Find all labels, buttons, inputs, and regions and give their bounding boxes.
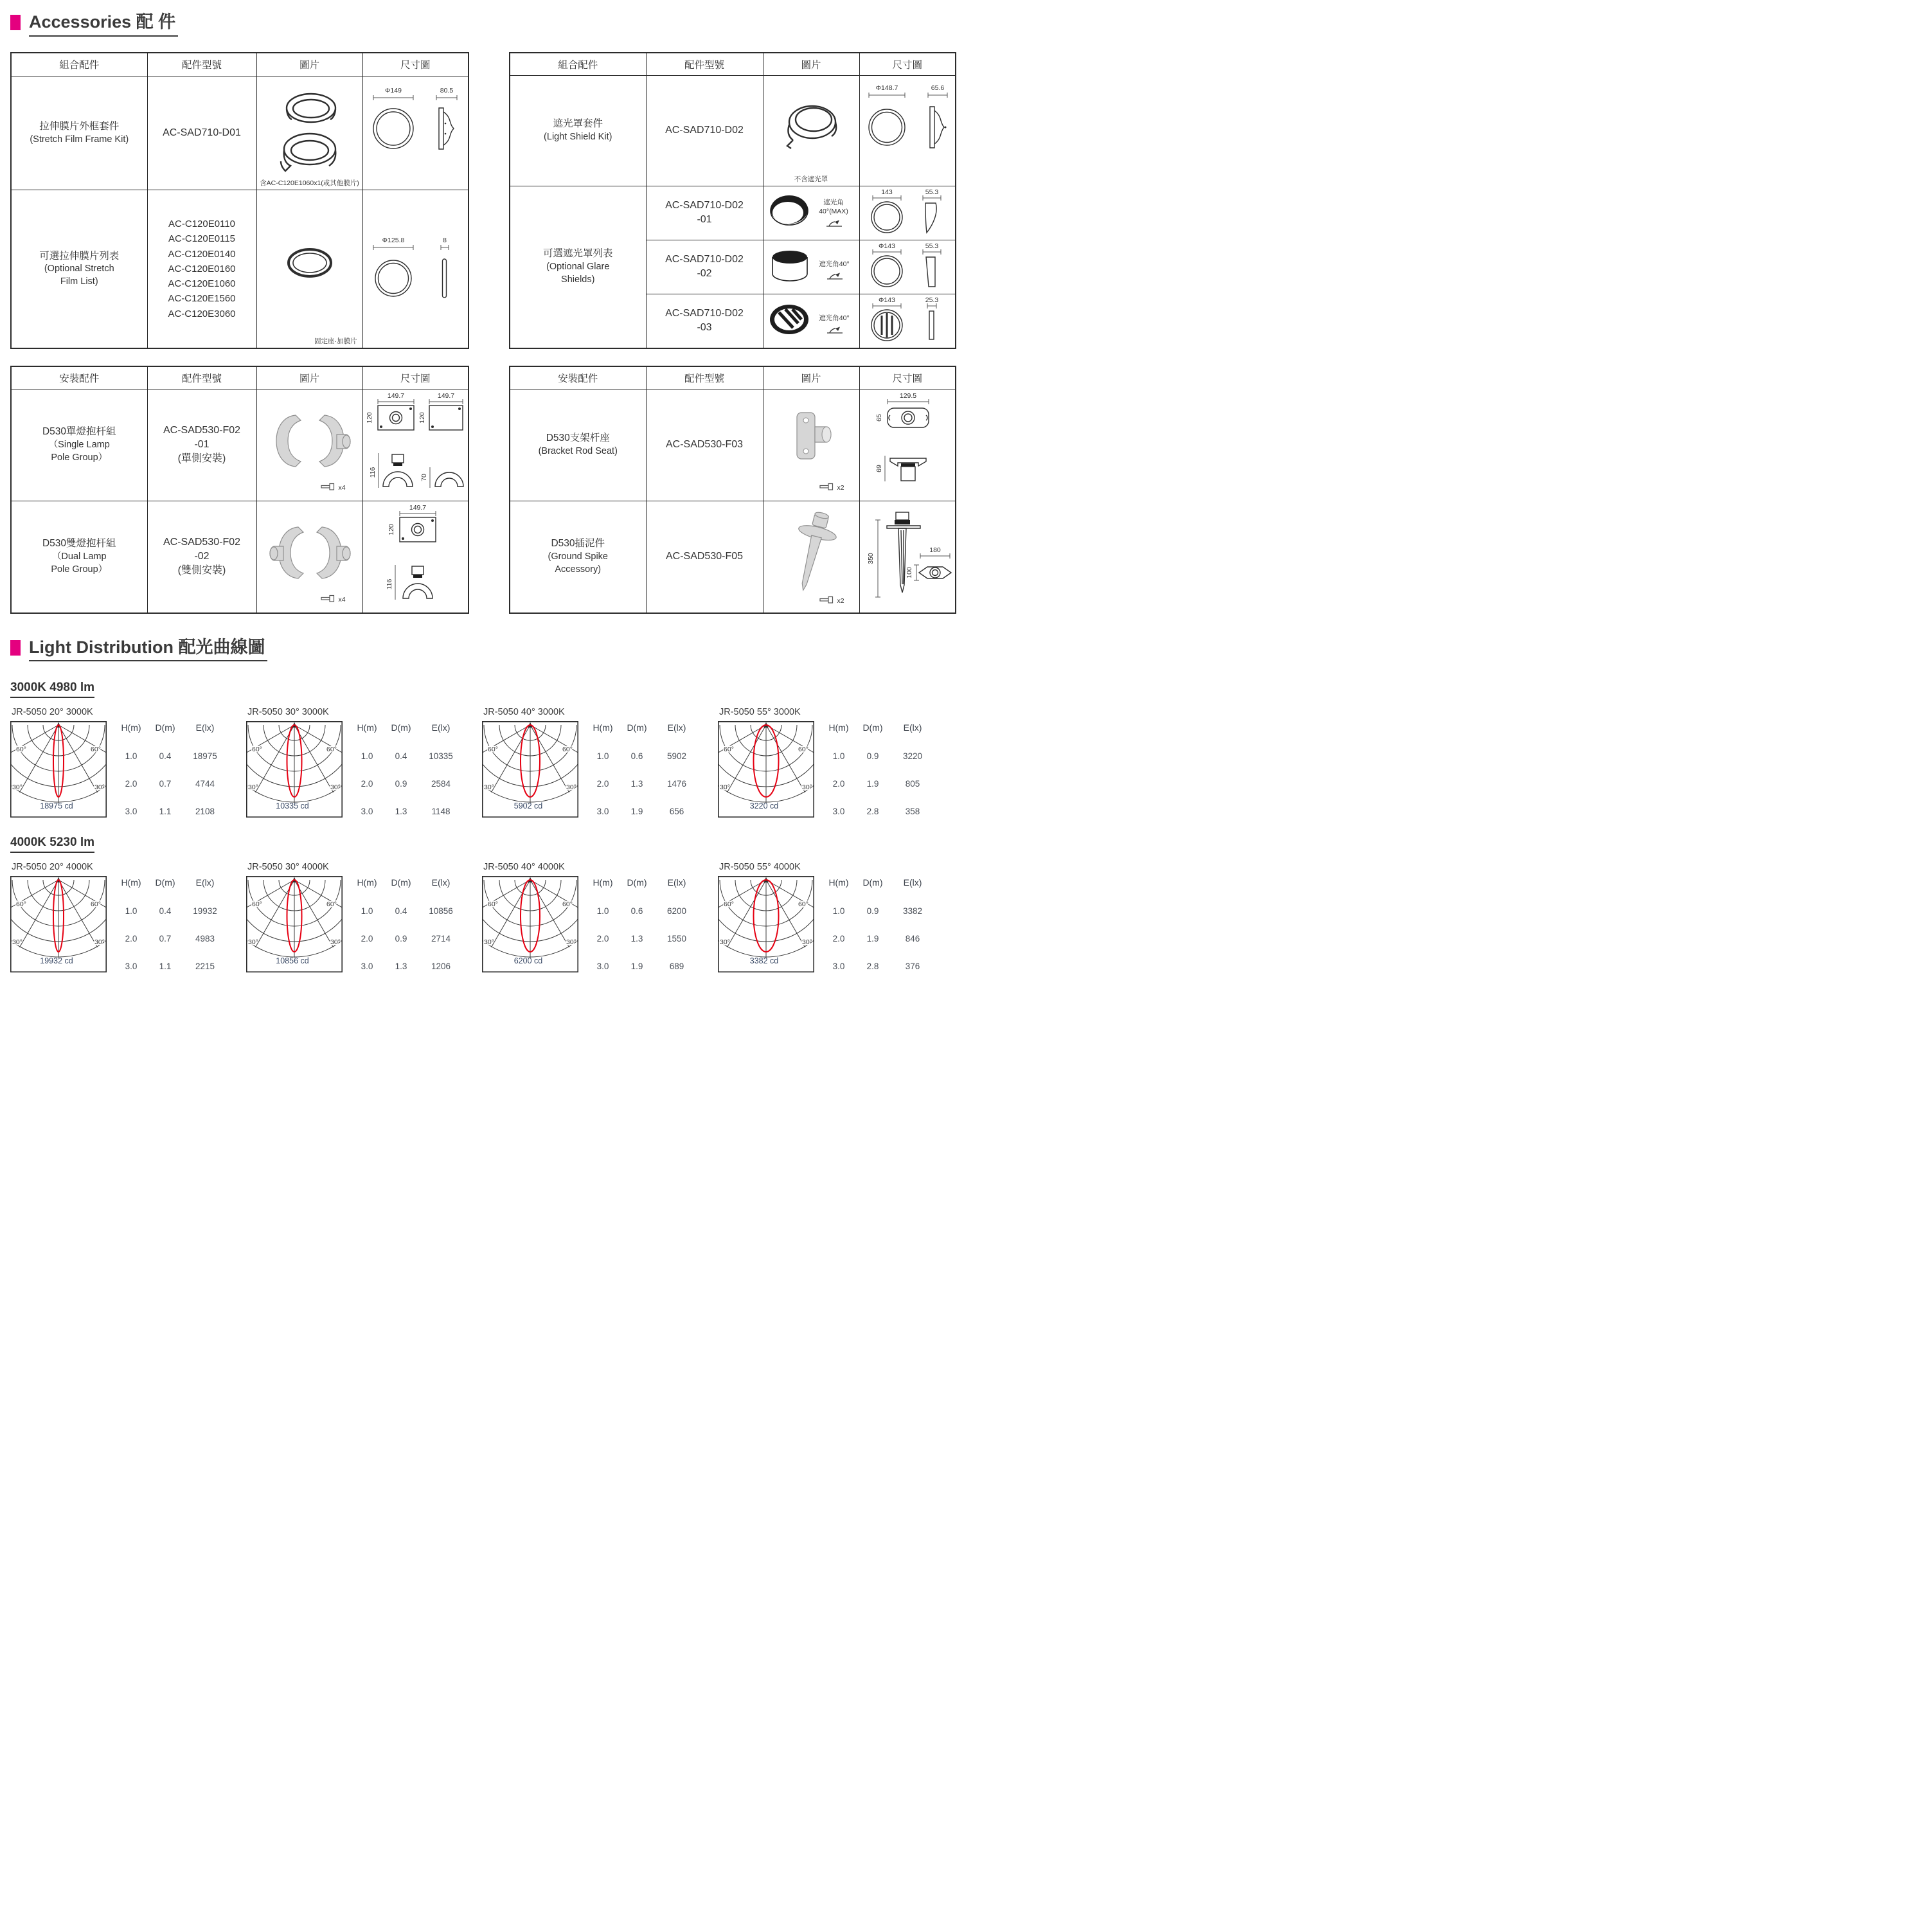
ground-spike-icon [763,501,860,609]
accessory-picture [256,190,362,348]
dim-depth-label: 8 [442,237,447,245]
svg-text:30°: 30° [12,938,22,947]
table-header-row [510,366,956,389]
illuminance-table: H(m) D(m) E(lx) 1.0 0.4 10335 2.0 0.9 2584 3.0 1.3 1148 [357,722,453,817]
svg-text:60°: 60° [488,746,498,754]
accessory-name-zh: D530單燈抱杆組 [42,426,116,438]
dim-diameter-label: Φ148.7 [875,84,898,92]
accessory-name-zh: D530支架杆座 [546,432,610,443]
col-header-install: 安裝配件 [11,366,147,389]
model-line: AC-SAD710-D02 [665,307,744,319]
svg-text:30°: 30° [720,783,730,792]
illuminance-table: H(m) D(m) E(lx) 1.0 0.9 3220 2.0 1.9 805 3.0 2.8 358 [828,722,923,817]
section-title [29,638,267,662]
polar-diagram [718,876,814,972]
model-suffix: -01 [194,438,210,450]
col-header-model: 配件型號 [646,53,763,76]
accessory-dimensions [362,501,469,613]
section-title-en: Accessories [29,12,132,31]
accessory-name [510,75,646,186]
accessory-model [646,294,763,348]
svg-text:30°: 30° [94,938,105,947]
illuminance-table: H(m) D(m) E(lx) 1.0 0.9 3382 2.0 1.9 846 3.0 2.8 376 [828,877,923,972]
model-suffix: -01 [697,214,712,226]
col-header-dimension: 尺寸圖 [859,53,956,76]
chart-title: JR-5050 55° 3000K [719,707,801,718]
svg-text:30°: 30° [566,783,576,792]
accessory-dimensions [859,294,956,348]
peak-candela-label: 19932 cd [40,956,73,966]
table-row [510,186,956,240]
peak-candela-label: 5902 cd [513,801,543,811]
dim-depth-label: 80.5 [440,86,453,94]
dim-label: 100 [905,566,913,578]
accessory-picture [763,75,859,186]
mount-note: (雙側安裝) [177,565,226,577]
dim-label: 129.5 [899,391,916,400]
picture-note: 含AC-C120E1060x1(或其他膜片) [260,179,359,188]
svg-text:30°: 30° [802,938,812,947]
dimension-diagram [860,389,956,497]
model-line: AC-SAD710-D02 [665,199,744,211]
model-item: AC-C120E3060 [168,308,236,319]
svg-text:30°: 30° [566,938,576,947]
shade-angle-note: 40°(MAX) [818,207,848,215]
dimension-diagram [860,186,956,237]
polar-diagram [482,876,578,972]
stretch-film-table [10,52,469,349]
dim-label: 120 [387,523,395,535]
dim-label: 149.7 [437,391,454,400]
illuminance-table: H(m) D(m) E(lx) 1.0 0.4 18975 2.0 0.7 4744 3.0 1.1 2108 [121,722,217,817]
accessory-dimensions [859,75,956,186]
illuminance-table: H(m) D(m) E(lx) 1.0 0.6 5902 2.0 1.3 1476 3.0 1.9 656 [593,722,687,817]
table-row [11,389,469,501]
section-light-distribution-header [10,638,954,662]
peak-candela-label: 3220 cd [749,801,779,811]
accessory-picture [763,240,859,294]
shade-angle-note: 遮光角40° [818,260,850,268]
accessory-name [11,389,147,501]
svg-text:60°: 60° [91,746,101,754]
col-header-picture: 圖片 [763,53,859,76]
accessory-name-en: (Light Shield Kit) [544,131,612,142]
dim-depth-label: 55.3 [925,188,938,196]
accessory-name-en: （Single Lamp [48,440,110,451]
accessory-name-en: (Optional Glare [546,262,610,273]
distribution-charts-4000k [10,862,954,972]
section-accessories-header [10,13,954,37]
model-suffix: -02 [697,268,712,280]
col-header-picture: 圖片 [256,53,362,76]
accessory-dimensions [859,501,956,613]
accessory-name [510,186,646,348]
rod-seat-spike-table [509,366,956,614]
dimension-diagram [363,200,469,335]
picture-note: 固定座·加膜片 [314,337,357,345]
dim-label: 149.7 [409,503,426,512]
peak-candela-label: 10335 cd [276,801,309,811]
accessory-dimensions [362,76,469,190]
section-title-zh: 配光曲線圖 [178,637,265,657]
polar-diagram [246,721,343,818]
accessory-name-en: Accessory) [555,564,602,575]
accessory-name-en: Pole Group） [51,564,108,575]
shield-kit-drawing-icon [765,82,858,179]
subsection-3000k: 3000K 4980 lm [10,681,94,698]
peak-candela-label: 6200 cd [513,956,543,966]
mounting-accessory-tables [10,366,954,614]
model-item: AC-C120E0140 [168,248,236,260]
chart-title: JR-5050 40° 4000K [483,862,565,873]
accessory-name-en: (Stretch Film Frame Kit) [30,134,129,145]
accessory-dimensions [859,186,956,240]
table-header-row [510,53,956,76]
polar-diagram [246,876,343,972]
glare-shield-02-icon [763,240,860,291]
accessory-name-zh: 拉伸膜片外框套件 [39,120,120,132]
light-shield-table [509,52,956,349]
table-row [11,190,469,348]
section-title [29,13,178,37]
accessory-name-zh: D530插泥件 [551,538,605,550]
col-header-model: 配件型號 [147,53,256,76]
dim-depth-label: 65.6 [931,84,944,92]
col-header-dimension: 尺寸圖 [859,366,956,389]
model-line: AC-SAD530-F02 [163,536,241,548]
dim-label: 120 [418,411,426,424]
table-header-row [11,53,469,76]
dimension-diagram [860,501,956,609]
angle-icon [827,326,843,333]
accessory-model: AC-SAD530-F03 [646,389,763,501]
accessory-name [510,389,646,501]
light-distribution-chart [10,707,246,818]
dim-diameter-label: Φ125.8 [382,237,404,245]
model-item: AC-C120E0110 [168,219,235,230]
section-marker-square [10,640,21,656]
model-item: AC-C120E1060 [168,278,236,290]
accessory-model [147,389,256,501]
dimension-diagram [860,81,956,177]
screw-count: x4 [337,483,346,492]
svg-text:60°: 60° [488,900,498,909]
light-distribution-chart [718,862,954,972]
section-title-en: Light Distribution [29,637,174,657]
svg-text:60°: 60° [798,900,808,909]
col-header-dimension: 尺寸圖 [362,53,469,76]
accessory-name-zh: 遮光罩套件 [553,118,603,129]
datasheet-page [0,0,964,998]
shade-angle-note: 遮光角40° [818,314,850,322]
svg-text:60°: 60° [252,746,262,754]
accessory-name-zh: D530雙燈抱杆組 [42,538,116,550]
svg-text:60°: 60° [798,746,808,754]
polar-diagram [718,721,814,818]
illuminance-table: H(m) D(m) E(lx) 1.0 0.6 6200 2.0 1.3 1550 3.0 1.9 689 [593,877,687,972]
svg-text:60°: 60° [91,900,101,909]
peak-candela-label: 18975 cd [40,801,73,811]
svg-text:60°: 60° [16,746,26,754]
accessory-name-en: (Ground Spike [548,551,608,562]
dim-label: 69 [875,464,883,472]
distribution-charts-3000k [10,707,954,818]
table-header-row [11,366,469,389]
dim-diameter-label: Φ149 [384,86,402,94]
glare-shield-01-icon [763,186,860,237]
illuminance-table: H(m) D(m) E(lx) 1.0 0.4 19932 2.0 0.7 4983 3.0 1.1 2215 [121,877,217,972]
svg-text:60°: 60° [16,900,26,909]
accessory-name-zh: 可選遮光罩列表 [542,248,613,260]
accessory-name-en: Film List) [60,276,98,287]
section-title-zh: 配 件 [136,12,176,31]
accessory-name [11,501,147,613]
accessory-name-en: Shields) [561,274,595,285]
model-line: AC-SAD710-D02 [665,253,744,265]
rod-seat-icon [763,389,860,497]
model-line: AC-SAD530-F02 [163,424,241,436]
svg-text:30°: 30° [484,938,494,947]
dim-label: 65 [875,413,883,422]
model-suffix: -03 [697,322,712,334]
model-item: AC-C120E0160 [168,263,236,274]
accessory-name [510,501,646,613]
dimension-diagram [363,501,469,609]
dim-diameter-label: Φ143 [878,242,895,250]
accessory-name [11,190,147,348]
accessory-dimensions [362,190,469,348]
table-row [11,501,469,613]
accessory-model-list [147,190,256,348]
subsection-4000k: 4000K 5230 lm [10,836,94,853]
accessory-name-en: （Dual Lamp [51,551,107,562]
light-distribution-chart [10,862,246,972]
angle-icon [827,273,843,279]
combo-accessory-tables [10,52,954,349]
accessory-name-en: Pole Group） [51,452,108,463]
svg-text:30°: 30° [802,783,812,792]
screw-count: x2 [836,483,844,492]
accessory-model [147,501,256,613]
peak-candela-label: 3382 cd [749,956,779,966]
screw-icon [820,596,833,603]
accessory-dimensions [362,389,469,501]
pole-clamp-dual-icon [257,501,363,609]
svg-text:30°: 30° [330,783,341,792]
svg-text:60°: 60° [562,900,573,909]
light-distribution-chart [482,862,718,972]
svg-text:30°: 30° [94,783,105,792]
angle-icon [826,220,842,226]
dimension-diagram [860,294,956,344]
model-suffix: -02 [194,550,210,562]
dim-diameter-label: Φ143 [878,296,895,304]
col-header-combo: 組合配件 [510,53,646,76]
pole-clamp-single-icon [257,389,363,497]
accessory-name [11,76,147,190]
chart-title: JR-5050 20° 3000K [12,707,93,718]
svg-text:30°: 30° [720,938,730,947]
accessory-picture [763,186,859,240]
accessory-dimensions [859,389,956,501]
screw-icon [321,483,334,490]
chart-title: JR-5050 30° 4000K [247,862,329,873]
picture-note: 不含遮光罩 [794,175,828,183]
svg-text:60°: 60° [724,746,734,754]
model-item: AC-C120E0115 [168,233,235,245]
svg-text:30°: 30° [484,783,494,792]
mount-note: (單側安裝) [177,453,226,465]
table-row [510,501,956,613]
svg-text:30°: 30° [330,938,341,947]
pole-clamp-table [10,366,469,614]
dim-label: 116 [385,578,393,590]
accessory-name-zh: 可選拉伸膜片列表 [39,250,120,262]
accessory-model: AC-SAD710-D01 [147,76,256,190]
svg-text:60°: 60° [326,746,337,754]
dim-label: 116 [368,467,377,478]
polar-diagram [10,876,107,972]
film-ring-drawing-icon [258,202,361,337]
chart-title: JR-5050 40° 3000K [483,707,565,718]
svg-text:30°: 30° [248,938,258,947]
peak-candela-label: 10856 cd [276,956,309,966]
dim-label: 180 [929,546,941,554]
screw-count: x2 [836,596,844,605]
light-distribution-chart [246,862,482,972]
table-row [510,389,956,501]
light-distribution-chart [718,707,954,818]
col-header-dimension: 尺寸圖 [362,366,469,389]
accessory-picture [256,389,362,501]
polar-diagram [10,721,107,818]
table-row [11,76,469,190]
accessory-model: AC-SAD710-D02 [646,75,763,186]
dim-label: 70 [420,473,428,481]
table-row [510,75,956,186]
svg-text:60°: 60° [724,900,734,909]
dimension-diagram [363,389,469,497]
col-header-combo: 組合配件 [11,53,147,76]
shade-angle-note: 遮光角 [823,198,844,206]
svg-text:30°: 30° [12,783,22,792]
accessory-model [646,240,763,294]
dim-label: 120 [365,411,373,424]
frame-kit-drawing-icon [258,85,361,181]
accessory-picture [763,501,859,613]
model-item: AC-C120E1560 [168,293,236,305]
col-header-picture: 圖片 [256,366,362,389]
illuminance-table: H(m) D(m) E(lx) 1.0 0.4 10856 2.0 0.9 2714 3.0 1.3 1206 [357,877,453,972]
chart-title: JR-5050 55° 4000K [719,862,801,873]
dim-depth-label: 25.3 [925,296,938,304]
screw-icon [321,595,334,602]
glare-shield-03-icon [763,294,860,344]
svg-text:30°: 30° [248,783,258,792]
col-header-model: 配件型號 [646,366,763,389]
dim-diameter-label: 143 [880,188,893,196]
section-marker-square [10,15,21,30]
chart-title: JR-5050 20° 4000K [12,862,93,873]
accessory-picture [763,294,859,348]
chart-title: JR-5050 30° 3000K [247,707,329,718]
light-distribution-chart [246,707,482,818]
dimension-diagram [363,84,469,180]
svg-text:60°: 60° [326,900,337,909]
svg-text:60°: 60° [252,900,262,909]
svg-text:60°: 60° [562,746,573,754]
accessory-picture [256,76,362,190]
accessory-dimensions [859,240,956,294]
polar-diagram [482,721,578,818]
dim-label: 149.7 [387,391,404,400]
col-header-picture: 圖片 [763,366,859,389]
accessory-model [646,186,763,240]
accessory-name-en: (Bracket Rod Seat) [538,445,618,456]
accessory-model: AC-SAD530-F05 [646,501,763,613]
col-header-install: 安裝配件 [510,366,646,389]
col-header-model: 配件型號 [147,366,256,389]
screw-icon [820,483,833,490]
accessory-picture [256,501,362,613]
dim-depth-label: 55.3 [925,242,938,250]
accessory-picture [763,389,859,501]
light-distribution-chart [482,707,718,818]
dim-label: 350 [866,552,875,564]
accessory-name-en: (Optional Stretch [44,264,114,274]
screw-count: x4 [337,595,346,604]
dimension-diagram [860,240,956,291]
